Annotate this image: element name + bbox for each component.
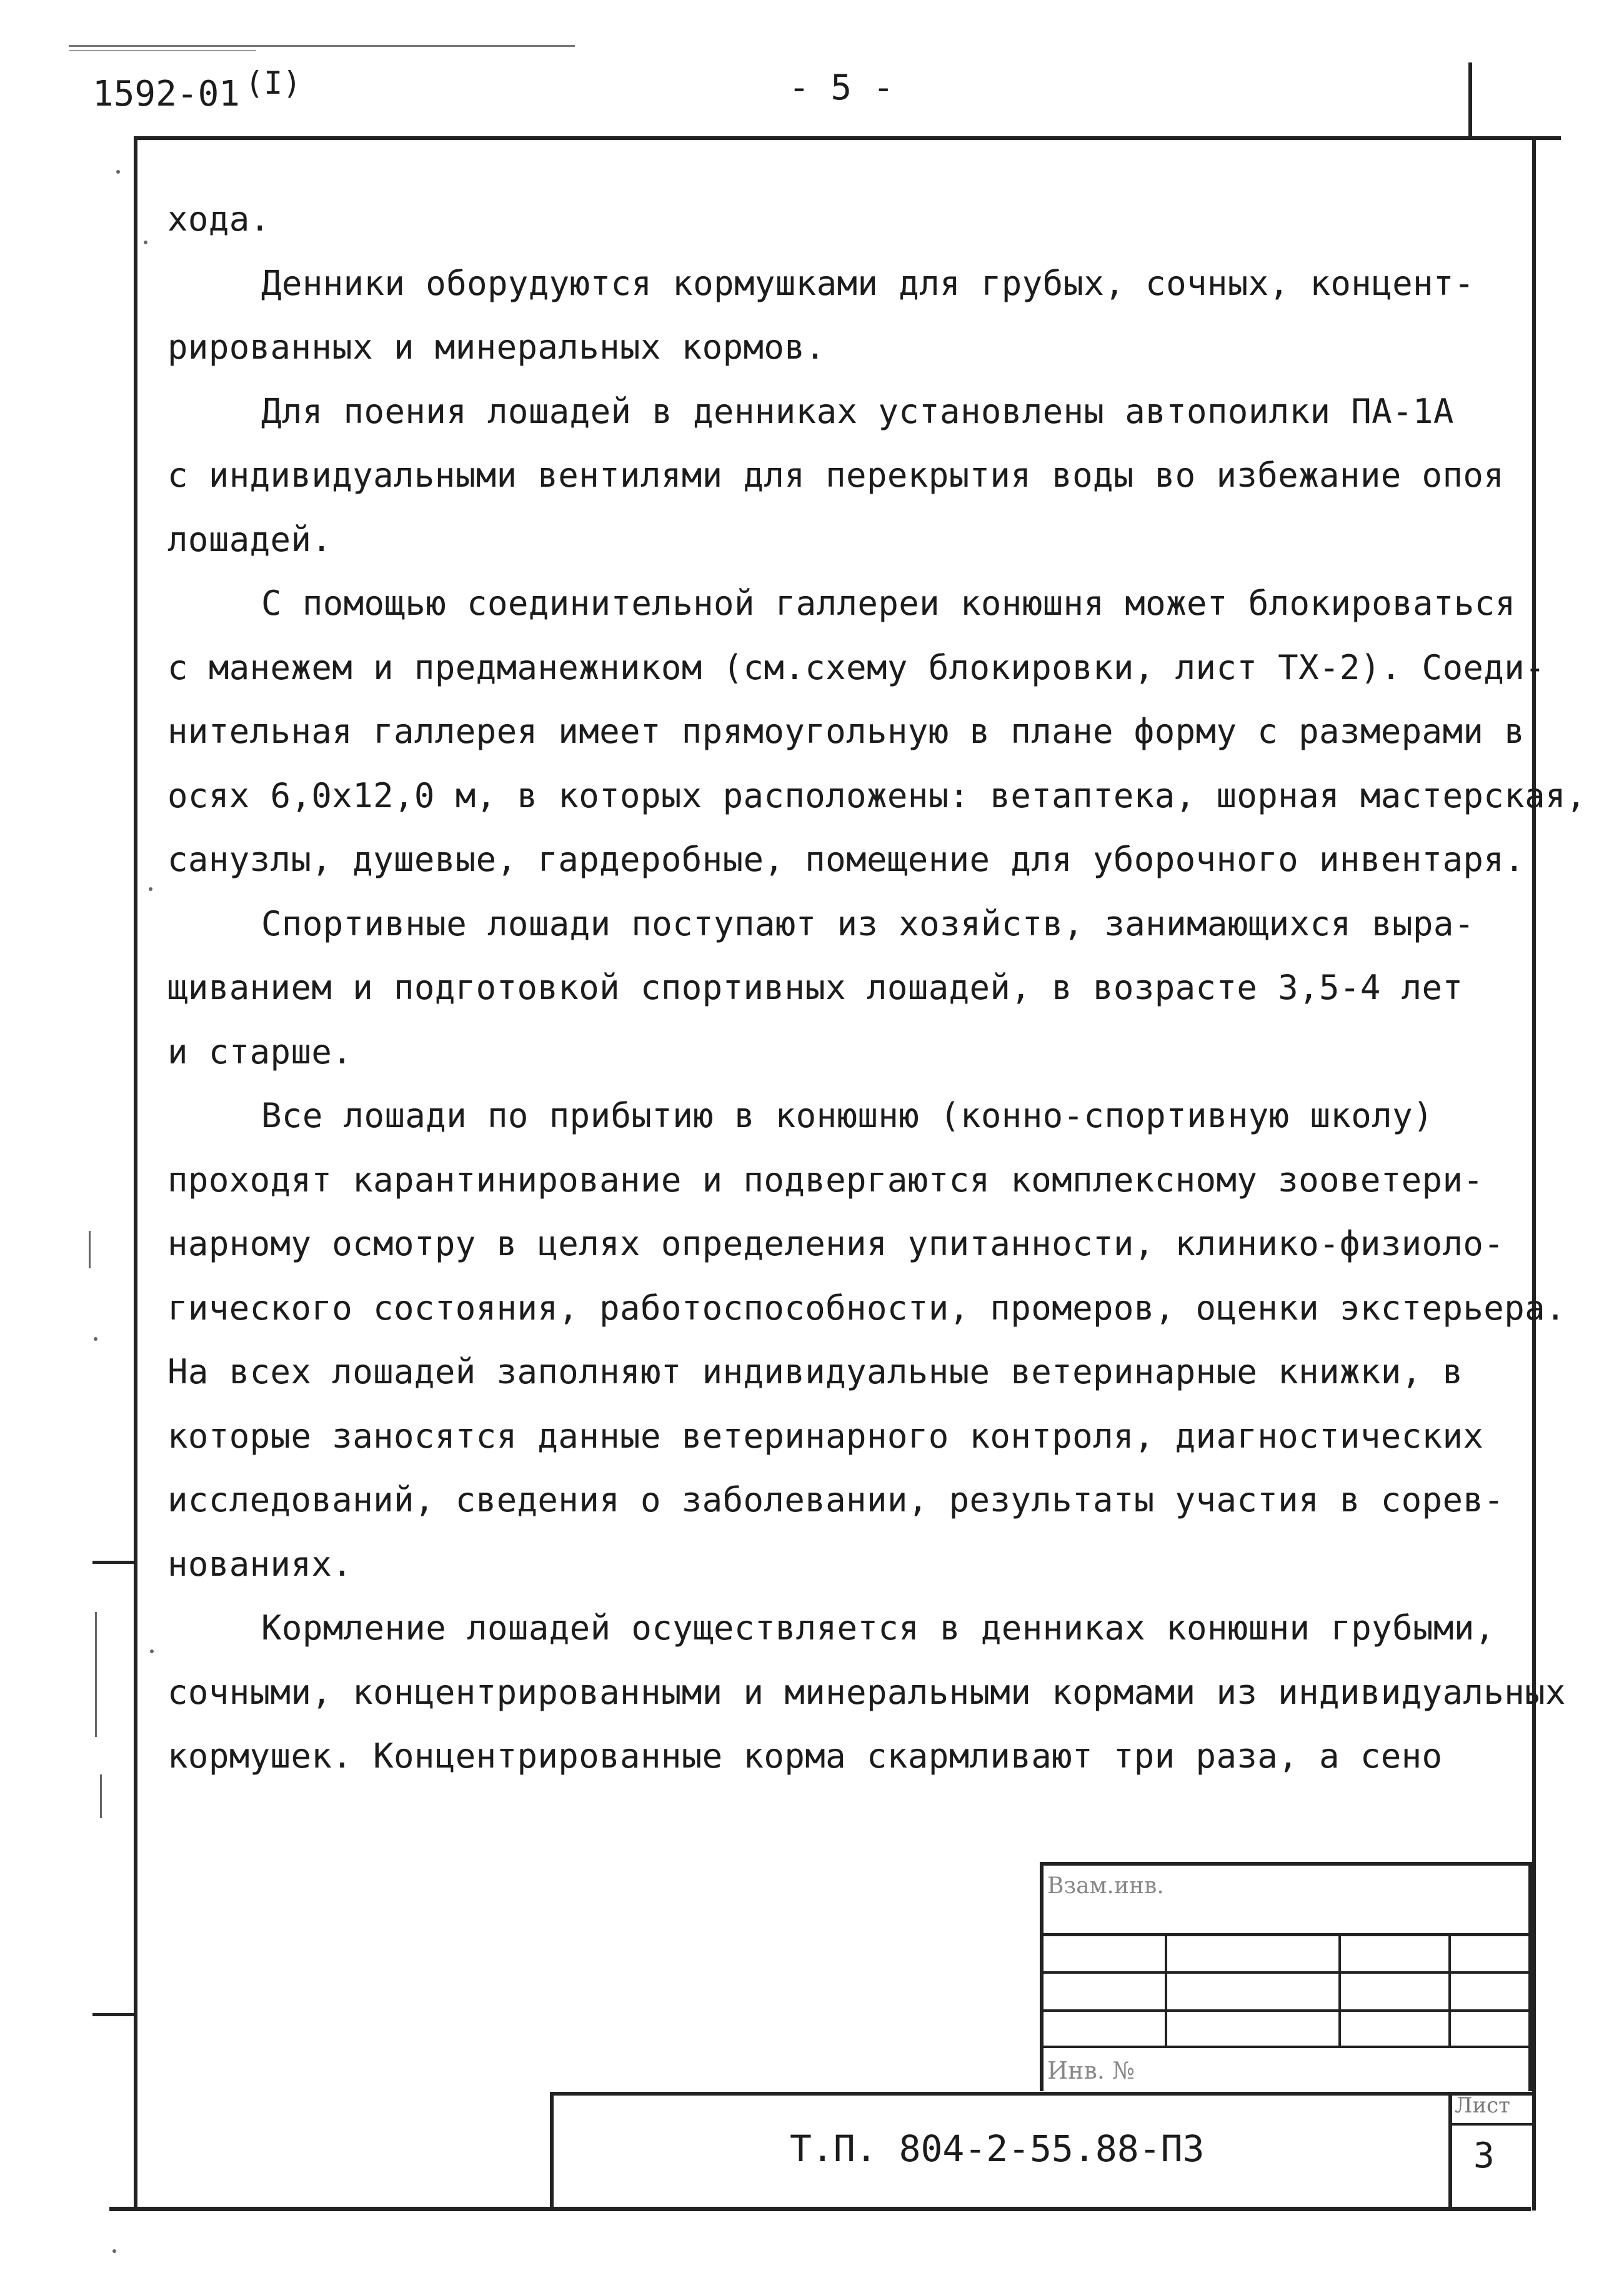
stamp-col-line — [1448, 1933, 1451, 2046]
text-line: сочными, концентрированными и минеральными кормами из индивидуальных — [167, 1672, 1566, 1712]
binding-margin-tick — [92, 1561, 134, 1564]
vzam-inv-label: Взам.инв. — [1047, 1873, 1164, 1899]
stamp-row-line — [1040, 2009, 1528, 2012]
frame-top-extension — [1528, 136, 1561, 140]
sheet-label: Лист — [1455, 2093, 1510, 2118]
binding-margin-tick — [92, 2013, 134, 2016]
text-line: рированных и минеральных кормов. — [167, 327, 826, 367]
stamp-row-line — [1040, 1933, 1528, 1936]
sheet-cell-divider — [1452, 2123, 1532, 2126]
text-line: нованиях. — [167, 1544, 353, 1584]
body-text — [167, 187, 1587, 1789]
stamp-col-line — [1338, 1933, 1341, 2046]
document-code-header: 1592-01 — [92, 74, 241, 114]
page-number: - 5 - — [789, 67, 894, 108]
scan-dot — [149, 887, 152, 891]
text-line: С помощью соединительной галлереи конюшня может блокироваться — [261, 584, 1516, 623]
scan-dot — [94, 1337, 97, 1341]
text-line: с индивидуальными вентилями для перекрытия воды во избежание опоя — [167, 455, 1505, 495]
text-line: которые заносятся данные ветеринарного контроля, диагностических — [167, 1416, 1484, 1456]
scan-dot — [116, 170, 120, 174]
stamp-row-line — [1040, 1971, 1528, 1974]
text-line: проходят карантинирование и подвергаются комплексному зооветери- — [167, 1160, 1484, 1200]
text-line: хода. — [167, 199, 271, 239]
sheet-number: 3 — [1473, 2136, 1495, 2176]
stamp-col-line — [1165, 1933, 1167, 2046]
inv-number-label: Инв. № — [1047, 2057, 1135, 2084]
scan-dot — [144, 241, 147, 244]
scan-artifact-line — [69, 50, 256, 51]
text-line: нарному осмотру в целях определения упитанности, клинико-физиоло- — [167, 1224, 1505, 1263]
scan-dot — [112, 2249, 116, 2253]
text-line: санузлы, душевые, гардеробные, помещение для уборочного инвентаря. — [167, 840, 1525, 879]
text-line: Для поения лошадей в денниках установлены автопоилки ПА-1А — [261, 391, 1454, 431]
text-line: лошадей. — [167, 519, 332, 559]
text-line: Спортивные лошади поступают из хозяйств, занимающихся выра- — [261, 903, 1475, 943]
scan-mark — [100, 1774, 102, 1818]
frame-corner-tick — [1468, 62, 1472, 136]
text-line: Денники оборудуются кормушками для грубых, сочных, концент- — [261, 263, 1475, 303]
stamp-row-line — [1040, 2046, 1528, 2048]
text-line: кормушек. Концентрированные корма скармливают три раза, а сено — [167, 1736, 1443, 1776]
document-code-suffix: (I) — [245, 65, 302, 101]
text-line: и старше. — [167, 1032, 353, 1072]
text-line: гического состояния, работоспособности, промеров, оценки экстерьера. — [167, 1288, 1566, 1328]
text-line: На всех лошадей заполняют индивидуальные ветеринарные книжки, в — [167, 1352, 1463, 1391]
text-line: с манежем и предманежником (см.схему блокировки, лист ТХ-2). Соеди- — [167, 647, 1546, 687]
scan-mark — [89, 1231, 91, 1268]
scan-dot — [150, 1649, 154, 1653]
text-line: осях 6,0х12,0 м, в которых расположены: ветаптека, шорная мастерская, — [167, 775, 1587, 815]
text-line: щиванием и подготовкой спортивных лошадей, в возрасте 3,5-4 лет — [167, 968, 1463, 1007]
text-line: исследований, сведения о заболевании, результаты участия в сорев- — [167, 1480, 1505, 1520]
scan-artifact-line — [69, 45, 575, 47]
text-line: Кормление лошадей осуществляется в денниках конюшни грубыми, — [261, 1608, 1495, 1648]
scan-mark — [95, 1612, 97, 1737]
title-block-document-code: Т.П. 804-2-55.88-ПЗ — [790, 2127, 1205, 2170]
text-line: нительная галлерея имеет прямоугольную в плане форму с размерами в — [167, 712, 1525, 751]
text-line: Все лошади по прибытию в конюшню (конно-спортивную школу) — [261, 1096, 1433, 1135]
